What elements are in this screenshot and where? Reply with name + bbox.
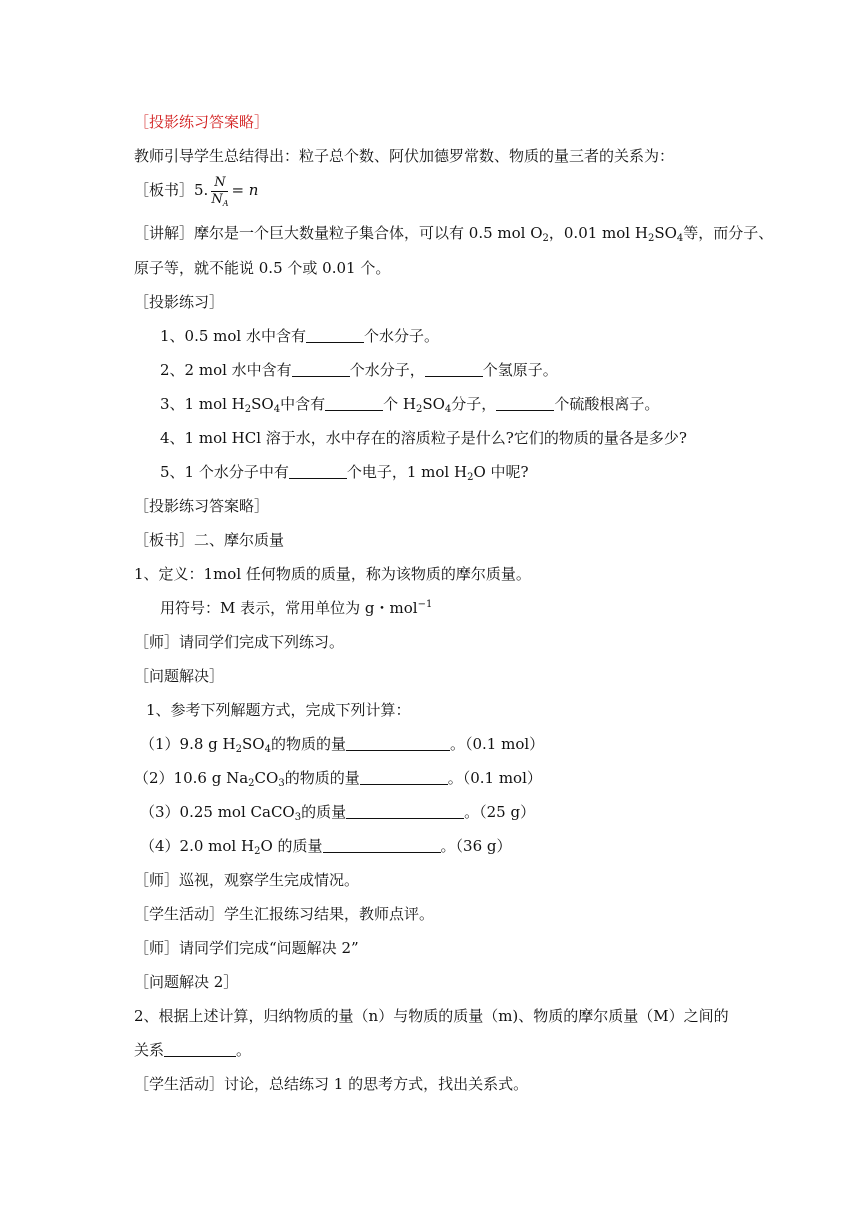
answer-blank [425, 362, 483, 377]
board-label: ［板书］5. [134, 181, 209, 199]
exercise-item-4: 4、1 mol HCl 溶于水，水中存在的溶质粒子是什么?它们的物质的量各是多少? [160, 429, 687, 447]
calc-item-4: （4）2.0 mol $H_2O$ 的质量 。（36 g） [140, 837, 512, 857]
projection-answer-note: ［投影练习答案略］ [134, 497, 270, 515]
projection-answer-heading: ［投影练习答案略］ [134, 113, 270, 131]
answer-blank [360, 770, 448, 785]
exercise-item-5: 5、1 个水分子中有 个电子，1 mol $H_2O$ 中呢? [160, 463, 529, 483]
answer-blank [289, 464, 347, 479]
answer-blank [325, 396, 383, 411]
problem-solving-heading: ［问题解决］ [134, 667, 225, 685]
calc-item-3: （3）0.25 mol CaCO$_3$的质量 。（25 g） [140, 803, 536, 823]
definition-line: 1、定义：1mol 任何物质的质量，称为该物质的摩尔质量。 [134, 565, 531, 583]
answer-blank [292, 362, 350, 377]
problem-intro: 1、参考下列解题方式，完成下列计算： [146, 701, 411, 719]
formula-denominator: $N_A$ [211, 191, 229, 208]
symbol-unit-line: 用符号：M 表示，常用单位为 g・mol$^{-1}$ [160, 599, 433, 617]
calc-item-1: （1）9.8 g $H_2SO_4$的物质的量 。（0.1 mol） [140, 735, 545, 755]
formula-fraction [211, 175, 228, 208]
problem-solving-2-heading: ［问题解决 2］ [134, 973, 239, 991]
formula-equals: = n [231, 181, 259, 199]
exercise-item-1: 1、0.5 mol 水中含有 个水分子。 [160, 327, 440, 345]
explanation-line-1: ［讲解］摩尔是一个巨大数量粒子集合体，可以有 0.5 mol $O_2$，0.01 mol $H_2SO_4$等，而分子、 [134, 224, 774, 244]
exercise-item-3: 3、1 mol $H_2SO_4$中含有 个 $H_2SO_4$分子， 个硫酸根离子。 [160, 395, 660, 415]
board-molar-mass-heading: ［板书］二、摩尔质量 [134, 531, 285, 549]
teacher-instruction-2: ［师］请同学们完成“问题解决 2” [134, 939, 359, 957]
explanation-line-2: 原子等，就不能说 0.5 个或 0.01 个。 [134, 259, 391, 277]
answer-blank [346, 736, 450, 751]
formula-numerator: N [211, 175, 228, 192]
answer-blank [164, 1042, 236, 1057]
answer-blank [346, 804, 464, 819]
teacher-guidance-line: 教师引导学生总结得出：粒子总个数、阿伏加德罗常数、物质的量三者的关系为： [134, 147, 675, 165]
exercise-item-2: 2、2 mol 水中含有 个水分子， 个氢原子。 [160, 361, 558, 379]
teacher-instruction-1: ［师］请同学们完成下列练习。 [134, 633, 345, 651]
answer-blank [323, 838, 441, 853]
projection-exercise-heading: ［投影练习］ [134, 293, 225, 311]
problem-2-text: 2、根据上述计算，归纳物质的量（n）与物质的质量（m)、物质的摩尔质量（M）之间的 [134, 1007, 729, 1025]
problem-2-relation: 关系 。 [134, 1041, 252, 1059]
answer-blank [496, 396, 554, 411]
answer-blank [306, 328, 364, 343]
board-formula-line [134, 172, 258, 208]
teacher-monitoring-line: ［师］巡视，观察学生完成情况。 [134, 871, 360, 889]
student-activity-2: ［学生活动］讨论，总结练习 1 的思考方式，找出关系式。 [134, 1075, 529, 1093]
student-activity-1: ［学生活动］学生汇报练习结果，教师点评。 [134, 905, 435, 923]
calc-item-2: （2）10.6 g $Na_2CO_3$的物质的量 。（0.1 mol） [134, 769, 542, 789]
